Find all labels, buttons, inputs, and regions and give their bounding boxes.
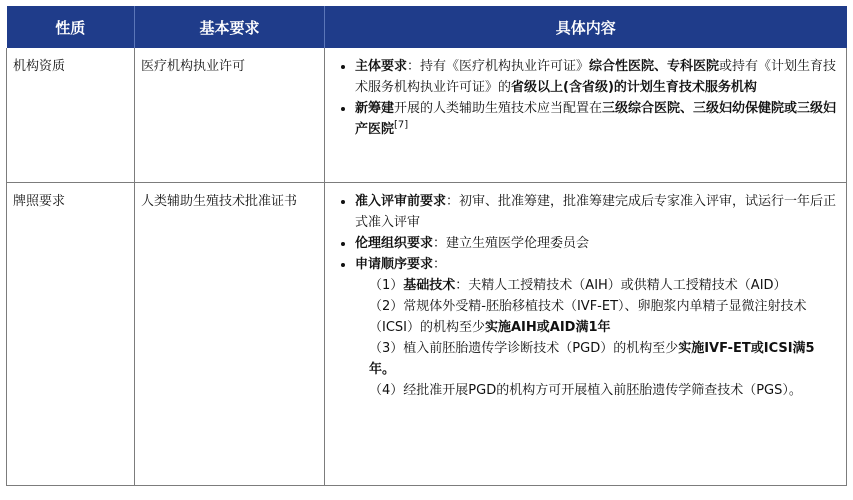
cell-property: 牌照要求 — [7, 183, 135, 486]
bullet-text: ：初审、批准筹建，批准筹建完成后专家准入评审，试运行一年后正式准入评审 — [355, 194, 837, 230]
cell-property: 机构资质 — [7, 48, 135, 183]
table-row — [7, 48, 847, 183]
bullet-title: 主体要求 — [355, 59, 408, 74]
cell-requirement: 医疗机构执业许可 — [135, 48, 325, 183]
bullet-bold-text: 省级以上(含省级)的计划生育技术服务机构 — [511, 80, 757, 95]
step-item — [355, 338, 840, 380]
step-text: 常规体外受精-胚胎移植技术（IVF-ET）、卵胞浆内单精子显微注射技术（ICSI）的机构至少 — [369, 299, 807, 335]
header-content: 具体内容 — [325, 6, 847, 48]
step-item — [355, 296, 840, 338]
cell-content — [325, 48, 847, 183]
bullet-text: ：建立生殖医学伦理委员会 — [433, 236, 590, 251]
list-item — [355, 254, 840, 401]
step-number: （3） — [369, 341, 404, 356]
content-bullet-list — [331, 56, 840, 140]
table-header-row — [7, 6, 847, 48]
header-requirement: 基本要求 — [135, 6, 325, 48]
bullet-bold-text: 三级综合医院、三级妇幼保健院或三级妇产医院 — [355, 101, 837, 137]
bullet-title: 准入评审前要求 — [355, 194, 447, 209]
step-bold-text: 基础技术 — [403, 278, 456, 293]
step-bold-text: 实施IVF-ET或ICSI满5年。 — [369, 341, 815, 377]
list-item — [355, 233, 840, 254]
step-bold-text: 实施AIH或AID满1年 — [485, 320, 611, 335]
requirements-table — [6, 6, 847, 486]
step-text: ：夫精人工授精技术（AIH）或供精人工授精技术（AID） — [455, 278, 787, 293]
step-item — [355, 275, 840, 296]
step-number: （1） — [369, 278, 404, 293]
cell-content — [325, 183, 847, 486]
step-number: （4） — [369, 383, 404, 398]
bullet-text: ： — [433, 257, 447, 272]
step-text: 植入前胚胎遗传学诊断技术（PGD）的机构至少 — [403, 341, 679, 356]
bullet-text: ：持有《医疗机构执业许可证》 — [407, 59, 590, 74]
bullet-title: 新筹建 — [355, 101, 395, 116]
bullet-title: 申请顺序要求 — [355, 257, 434, 272]
list-item — [355, 98, 840, 140]
bullet-title: 伦理组织要求 — [355, 236, 434, 251]
bullet-text: 或持有《计划生育技术服务机构执业许可证》的 — [355, 59, 837, 95]
table-row — [7, 183, 847, 486]
list-item — [355, 56, 840, 98]
step-number: （2） — [369, 299, 404, 314]
list-item — [355, 191, 840, 233]
content-bullet-list — [331, 191, 840, 401]
bullet-text: 开展的人类辅助生殖技术应当配置在 — [394, 101, 603, 116]
step-text: 经批准开展PGD的机构方可开展植入前胚胎遗传学筛查技术（PGS）。 — [403, 383, 802, 398]
citation-link[interactable]: [7] — [394, 119, 409, 131]
step-item — [355, 380, 840, 401]
cell-requirement: 人类辅助生殖技术批准证书 — [135, 183, 325, 486]
bullet-bold-text: 综合性医院、专科医院 — [589, 59, 720, 74]
header-property: 性质 — [7, 6, 135, 48]
